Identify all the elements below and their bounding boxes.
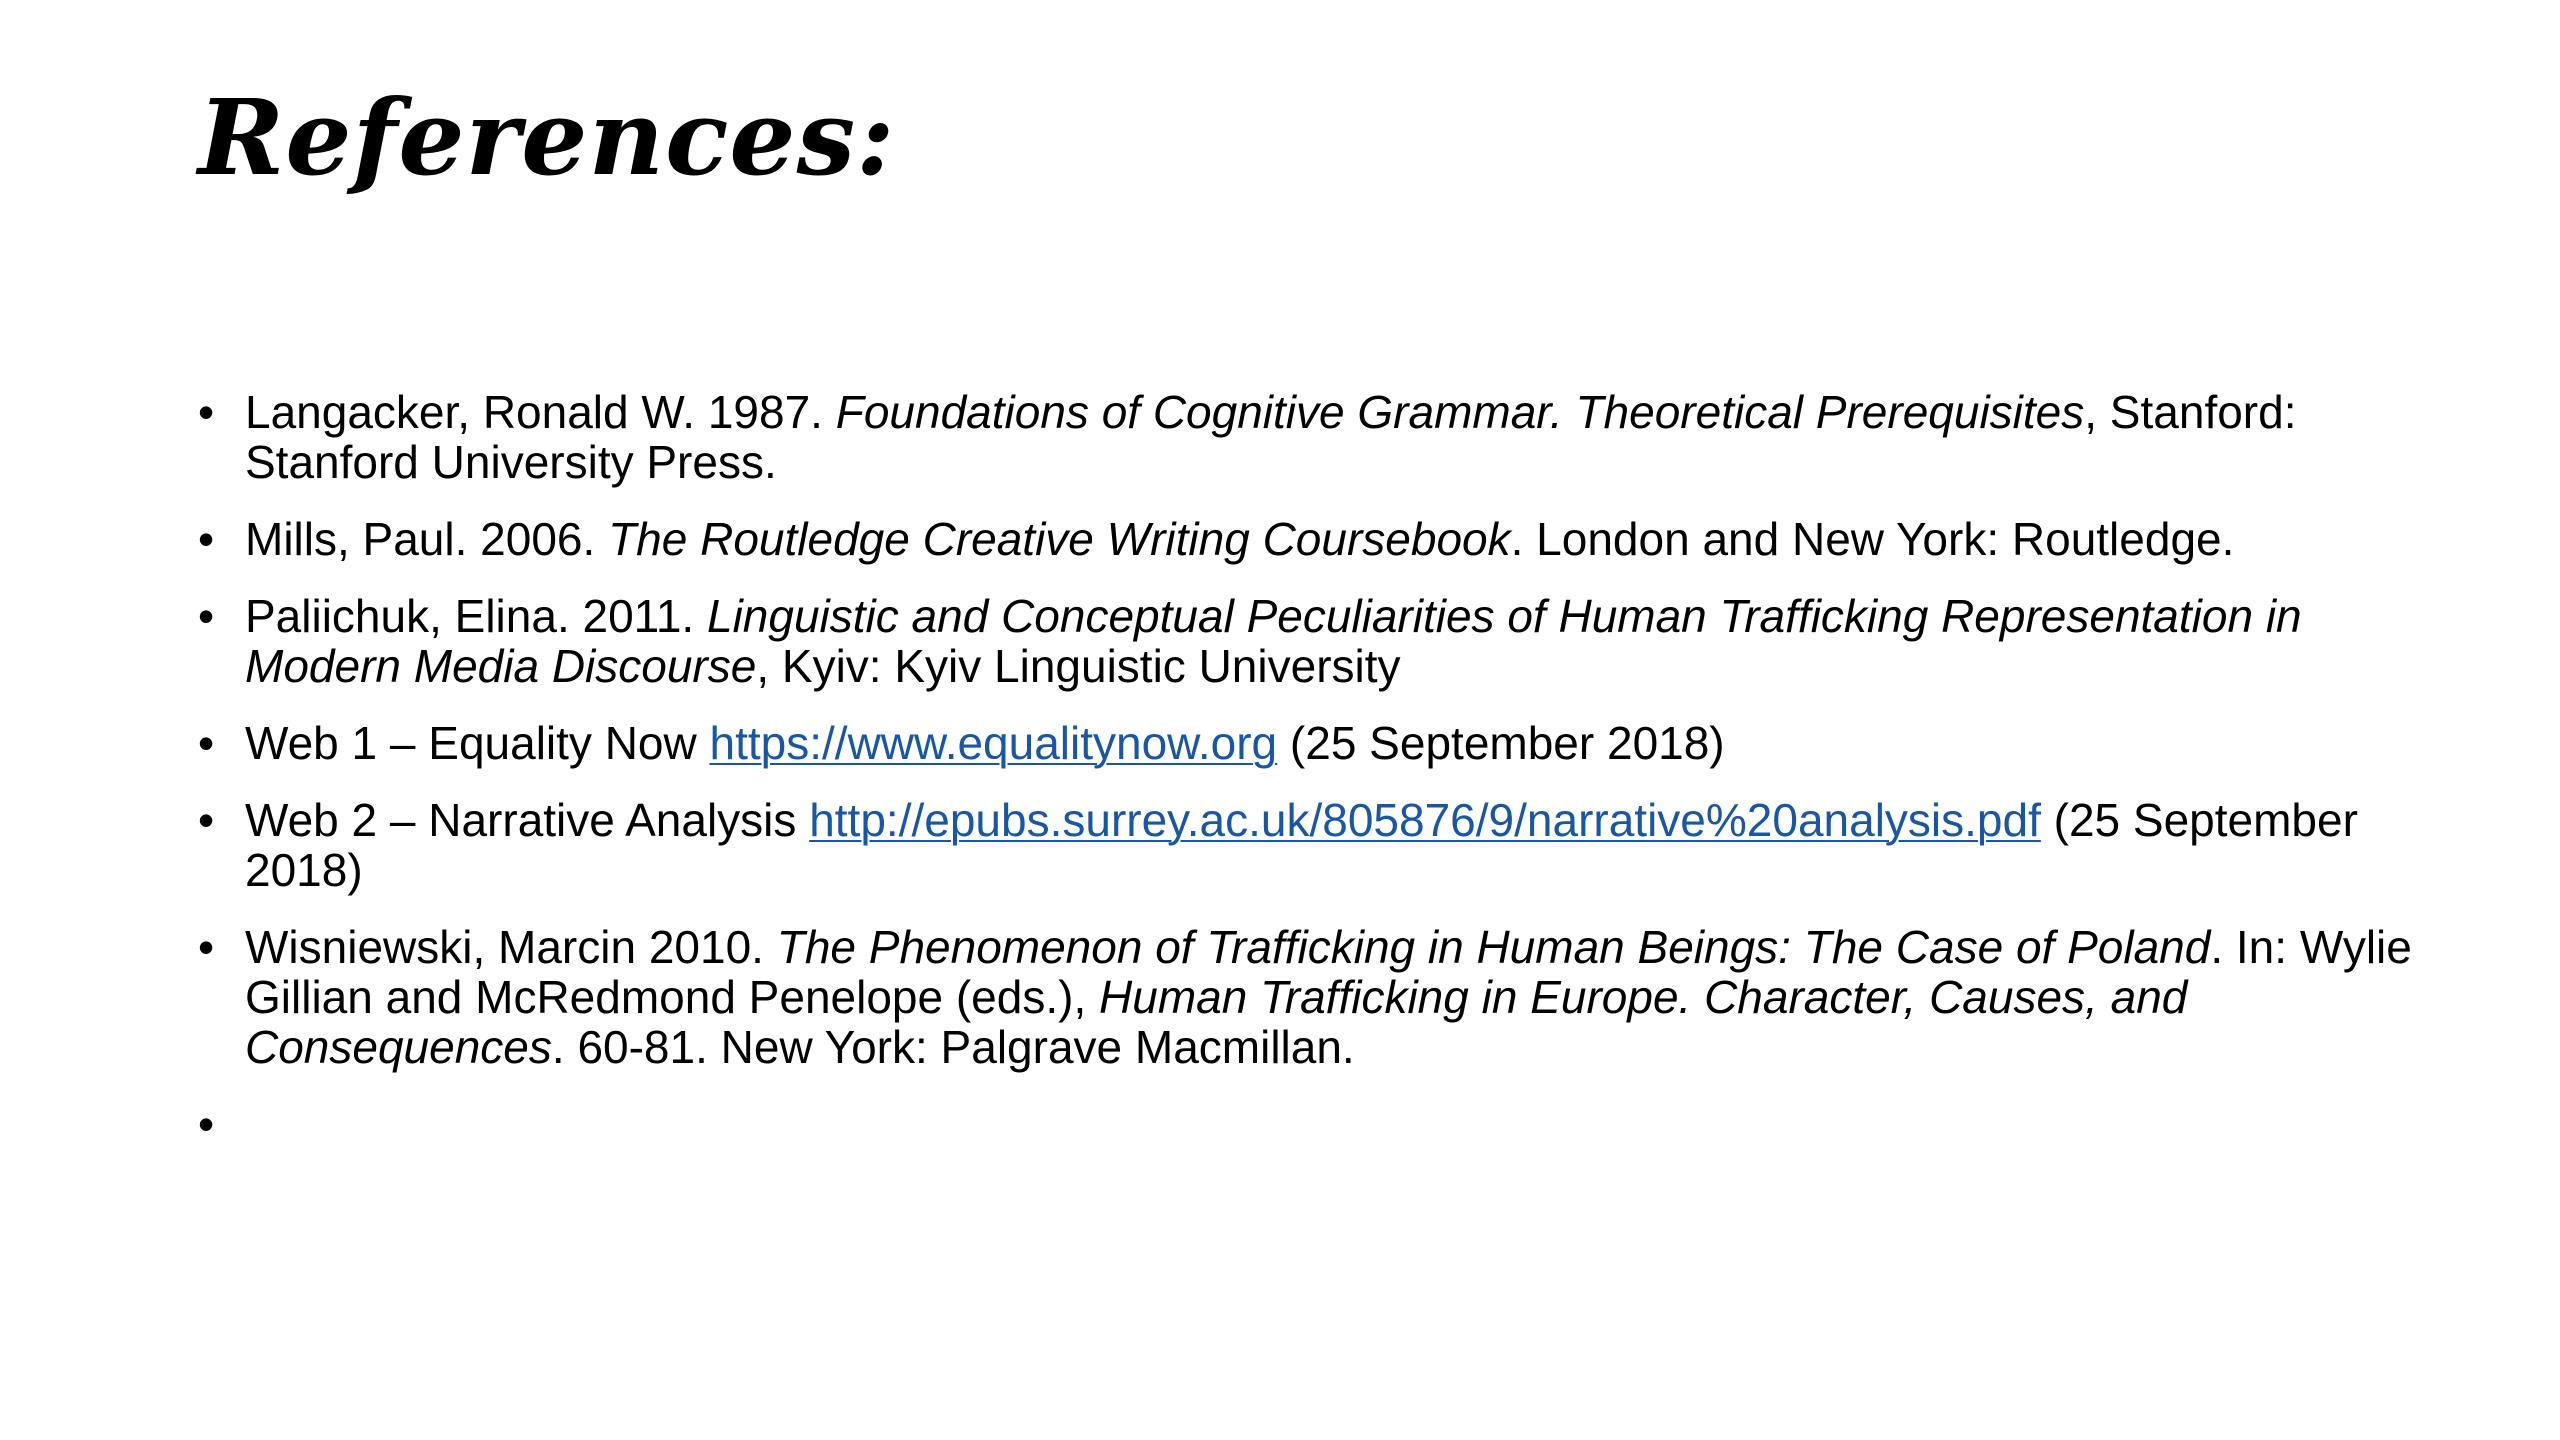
reference-item-web-1 — [0, 718, 2560, 768]
reference-publisher: . London and New York: Routledge. — [1510, 513, 2235, 565]
reference-list — [0, 387, 2560, 1176]
slide-title: References: — [198, 76, 896, 199]
bullet-icon: • — [198, 717, 215, 769]
reference-item-empty — [0, 1099, 2560, 1149]
reference-editors: . In: Wylie Gillian and McRedmond Penelope (eds.), — [245, 921, 2412, 1023]
reference-title: Linguistic and Conceptual Peculiarities of Human Trafficking Representation in Modern Media Discourse — [245, 590, 2302, 692]
reference-publisher: , Stanford: Stanford University Press. — [245, 386, 2297, 488]
reference-title: Foundations of Cognitive Grammar. Theoretical Prerequisites — [835, 386, 2085, 438]
reference-access-date: (25 September 2018) — [1277, 717, 1725, 769]
reference-author-year: Wisniewski, Marcin 2010. — [245, 921, 777, 973]
bullet-icon: • — [198, 513, 215, 565]
narrative-analysis-link[interactable]: http://epubs.surrey.ac.uk/805876/9/narrative%20analysis.pdf — [809, 794, 2041, 846]
bullet-icon: • — [198, 794, 215, 846]
reference-publisher: , Kyiv: Kyiv Linguistic University — [756, 640, 1401, 692]
reference-item-langacker — [0, 387, 2560, 487]
reference-publisher: . 60-81. New York: Palgrave Macmillan. — [551, 1021, 1355, 1073]
bullet-icon: • — [198, 1098, 215, 1150]
reference-item-wisniewski — [0, 922, 2560, 1072]
reference-book-title: Human Trafficking in Europe. Character, Causes, and Consequences — [245, 971, 2188, 1073]
reference-item-paliichuk — [0, 591, 2560, 691]
bullet-icon: • — [198, 590, 215, 642]
reference-access-date: (25 September 2018) — [245, 794, 2358, 896]
bullet-icon: • — [198, 386, 215, 438]
equality-now-link[interactable]: https://www.equalitynow.org — [709, 717, 1278, 769]
bullet-icon: • — [198, 921, 215, 973]
reference-title: The Phenomenon of Trafficking in Human Beings: The Case of Poland — [776, 921, 2211, 973]
reference-author-year: Paliichuk, Elina. 2011. — [245, 590, 707, 642]
reference-author-year: Mills, Paul. 2006. — [245, 513, 609, 565]
reference-source-label: Web 2 – Narrative Analysis — [245, 794, 810, 846]
reference-title: The Routledge Creative Writing Coursebook — [608, 513, 1511, 565]
reference-item-mills — [0, 514, 2560, 564]
reference-item-web-2 — [0, 795, 2560, 895]
reference-author-year: Langacker, Ronald W. 1987. — [245, 386, 836, 438]
reference-source-label: Web 1 – Equality Now — [245, 717, 710, 769]
